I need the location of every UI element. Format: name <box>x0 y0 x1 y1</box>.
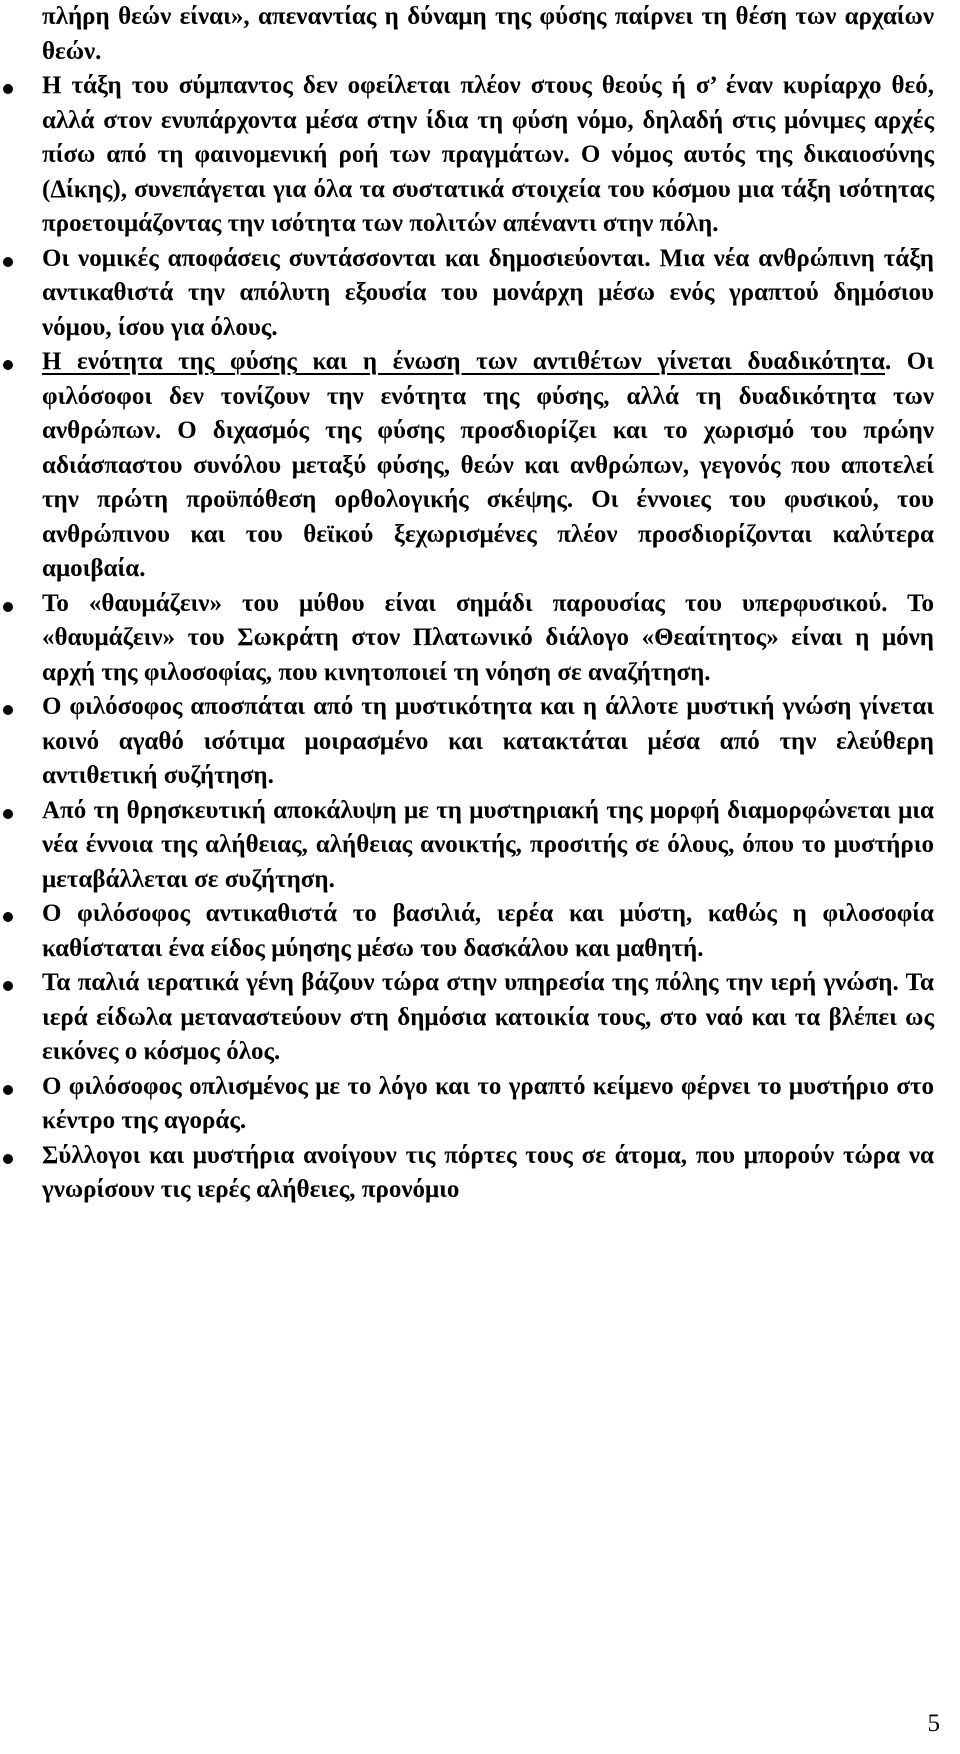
bullet-text: Από τη θρησκευτική αποκάλυψη με τη μυστηριακή της μορφή διαμορφώνεται μια νέα έννοια της αλήθειας, αλήθειας ανοικτής, προσιτής σε όλους, όπου το μυστήριο μεταβάλλεται σε συζήτηση. <box>42 796 934 893</box>
bullet-icon <box>3 705 13 715</box>
bullet-text: Οι νομικές αποφάσεις συντάσσονται και δημοσιεύονται. Μια νέα ανθρώπινη τάξη αντικαθιστά την απόλυτη εξουσία του μονάρχη μέσω ενός γραπτού δημόσιου νόμου, ίσου για όλους. <box>42 244 934 341</box>
bullet-icon <box>3 912 13 922</box>
page-number: 5 <box>927 1710 940 1737</box>
bullet-item-6 <box>0 794 934 898</box>
bullet-item-7 <box>0 897 934 966</box>
bullet-item-8 <box>0 966 934 1070</box>
bullet-icon <box>3 809 13 819</box>
bullet-text: Σύλλογοι και μυστήρια ανοίγουν τις πόρτες τους σε άτομα, που μπορούν τώρα να γνωρίσουν τις ιερές αλήθειες, προνόμιο <box>42 1141 934 1203</box>
bullet-text: Ο φιλόσοφος αποσπάται από τη μυστικότητα και η άλλοτε μυστική γνώση γίνεται κοινό αγαθό ισότιμα μοιρασμένο και κατακτάται μέσα από την ελεύθερη αντιθετική συζήτηση. <box>42 693 934 789</box>
bullet-text: Ο φιλόσοφος οπλισμένος με το λόγο και το γραπτό κείμενο φέρνει το μυστήριο στο κέντρο της αγοράς. <box>42 1072 934 1134</box>
bullet-list <box>0 69 934 1208</box>
bullet-text: Η τάξη του σύμπαντος δεν οφείλεται πλέον στους θεούς ή σ’ έναν κυρίαρχο θεό, αλλά στον ενυπάρχοντα μέσα στην ίδια τη φύση νόμο, δηλαδή στις μόνιμες αρχές πίσω από τη φαινομενική ροή των πραγμάτων. Ο νόμος αυτός της δικαιοσύνης (Δίκης), συνεπάγεται για όλα τα συστατικά στοιχεία του κόσμου μια τάξη ισότητας προετοιμάζοντας την ισότητα των πολιτών απέναντι στην πόλη. <box>42 72 934 237</box>
continuation-paragraph: πλήρη θεών είναι», απεναντίας η δύναμη της φύσης παίρνει τη θέση των αρχαίων θεών. <box>42 3 934 65</box>
bullet-item-10 <box>0 1139 934 1208</box>
bullet-text: . Οι φιλόσοφοι δεν τονίζουν την ενότητα της φύσης, αλλά τη δυαδικότητα των ανθρώπων. Ο διχασμός της φύσης προσδιορίζει και το χωρισμό του πρώην αδιάσπαστου συνόλου μεταξύ φύσης, θεών και ανθρώπων, γεγονός που αποτελεί την πρώτη προϋπόθεση ορθολογικής σκέψης. Οι έννοιες του φυσικού, του ανθρώπινου και του θεϊκού ξεχωρισμένες πλέον προσδιορίζονται καλύτερα αμοιβαία. <box>42 348 935 582</box>
bullet-icon <box>3 84 13 94</box>
bullet-item-2 <box>0 242 934 346</box>
bullet-icon <box>3 360 13 370</box>
bullet-icon <box>3 981 13 991</box>
bullet-text: Ο φιλόσοφος αντικαθιστά το βασιλιά, ιερέα και μύστη, καθώς η φιλοσοφία καθίσταται ένα είδος μύησης μέσω του δασκάλου και μαθητή. <box>42 900 934 962</box>
bullet-item-4 <box>0 587 934 691</box>
bullet-item-1 <box>0 69 934 242</box>
bullet-item-5 <box>0 690 934 794</box>
bullet-icon <box>3 1085 13 1095</box>
underlined-heading: Η ενότητα της φύσης και η ένωση των αντιθέτων γίνεται δυαδικότητα <box>42 348 885 375</box>
bullet-item-9 <box>0 1070 934 1139</box>
bullet-icon <box>3 257 13 267</box>
bullet-icon <box>3 602 13 612</box>
bullet-icon <box>3 1154 13 1164</box>
bullet-text: Το «θαυμάζειν» του μύθου είναι σημάδι παρουσίας του υπερφυσικού. Το «θαυμάζειν» του Σωκράτη στον Πλατωνικό διάλογο «Θεαίτητος» είναι η μόνη αρχή της φιλοσοφίας, που κινητοποιεί τη νόηση σε αναζήτηση. <box>42 589 934 686</box>
bullet-text: Τα παλιά ιερατικά γένη βάζουν τώρα στην υπηρεσία της πόλης την ιερή γνώση. Τα ιερά είδωλα μεταναστεύουν στη δημόσια κατοικία τους, στο ναό και τα βλέπει ως εικόνες ο κόσμος όλος. <box>42 969 934 1065</box>
bullet-item-3 <box>0 345 934 587</box>
